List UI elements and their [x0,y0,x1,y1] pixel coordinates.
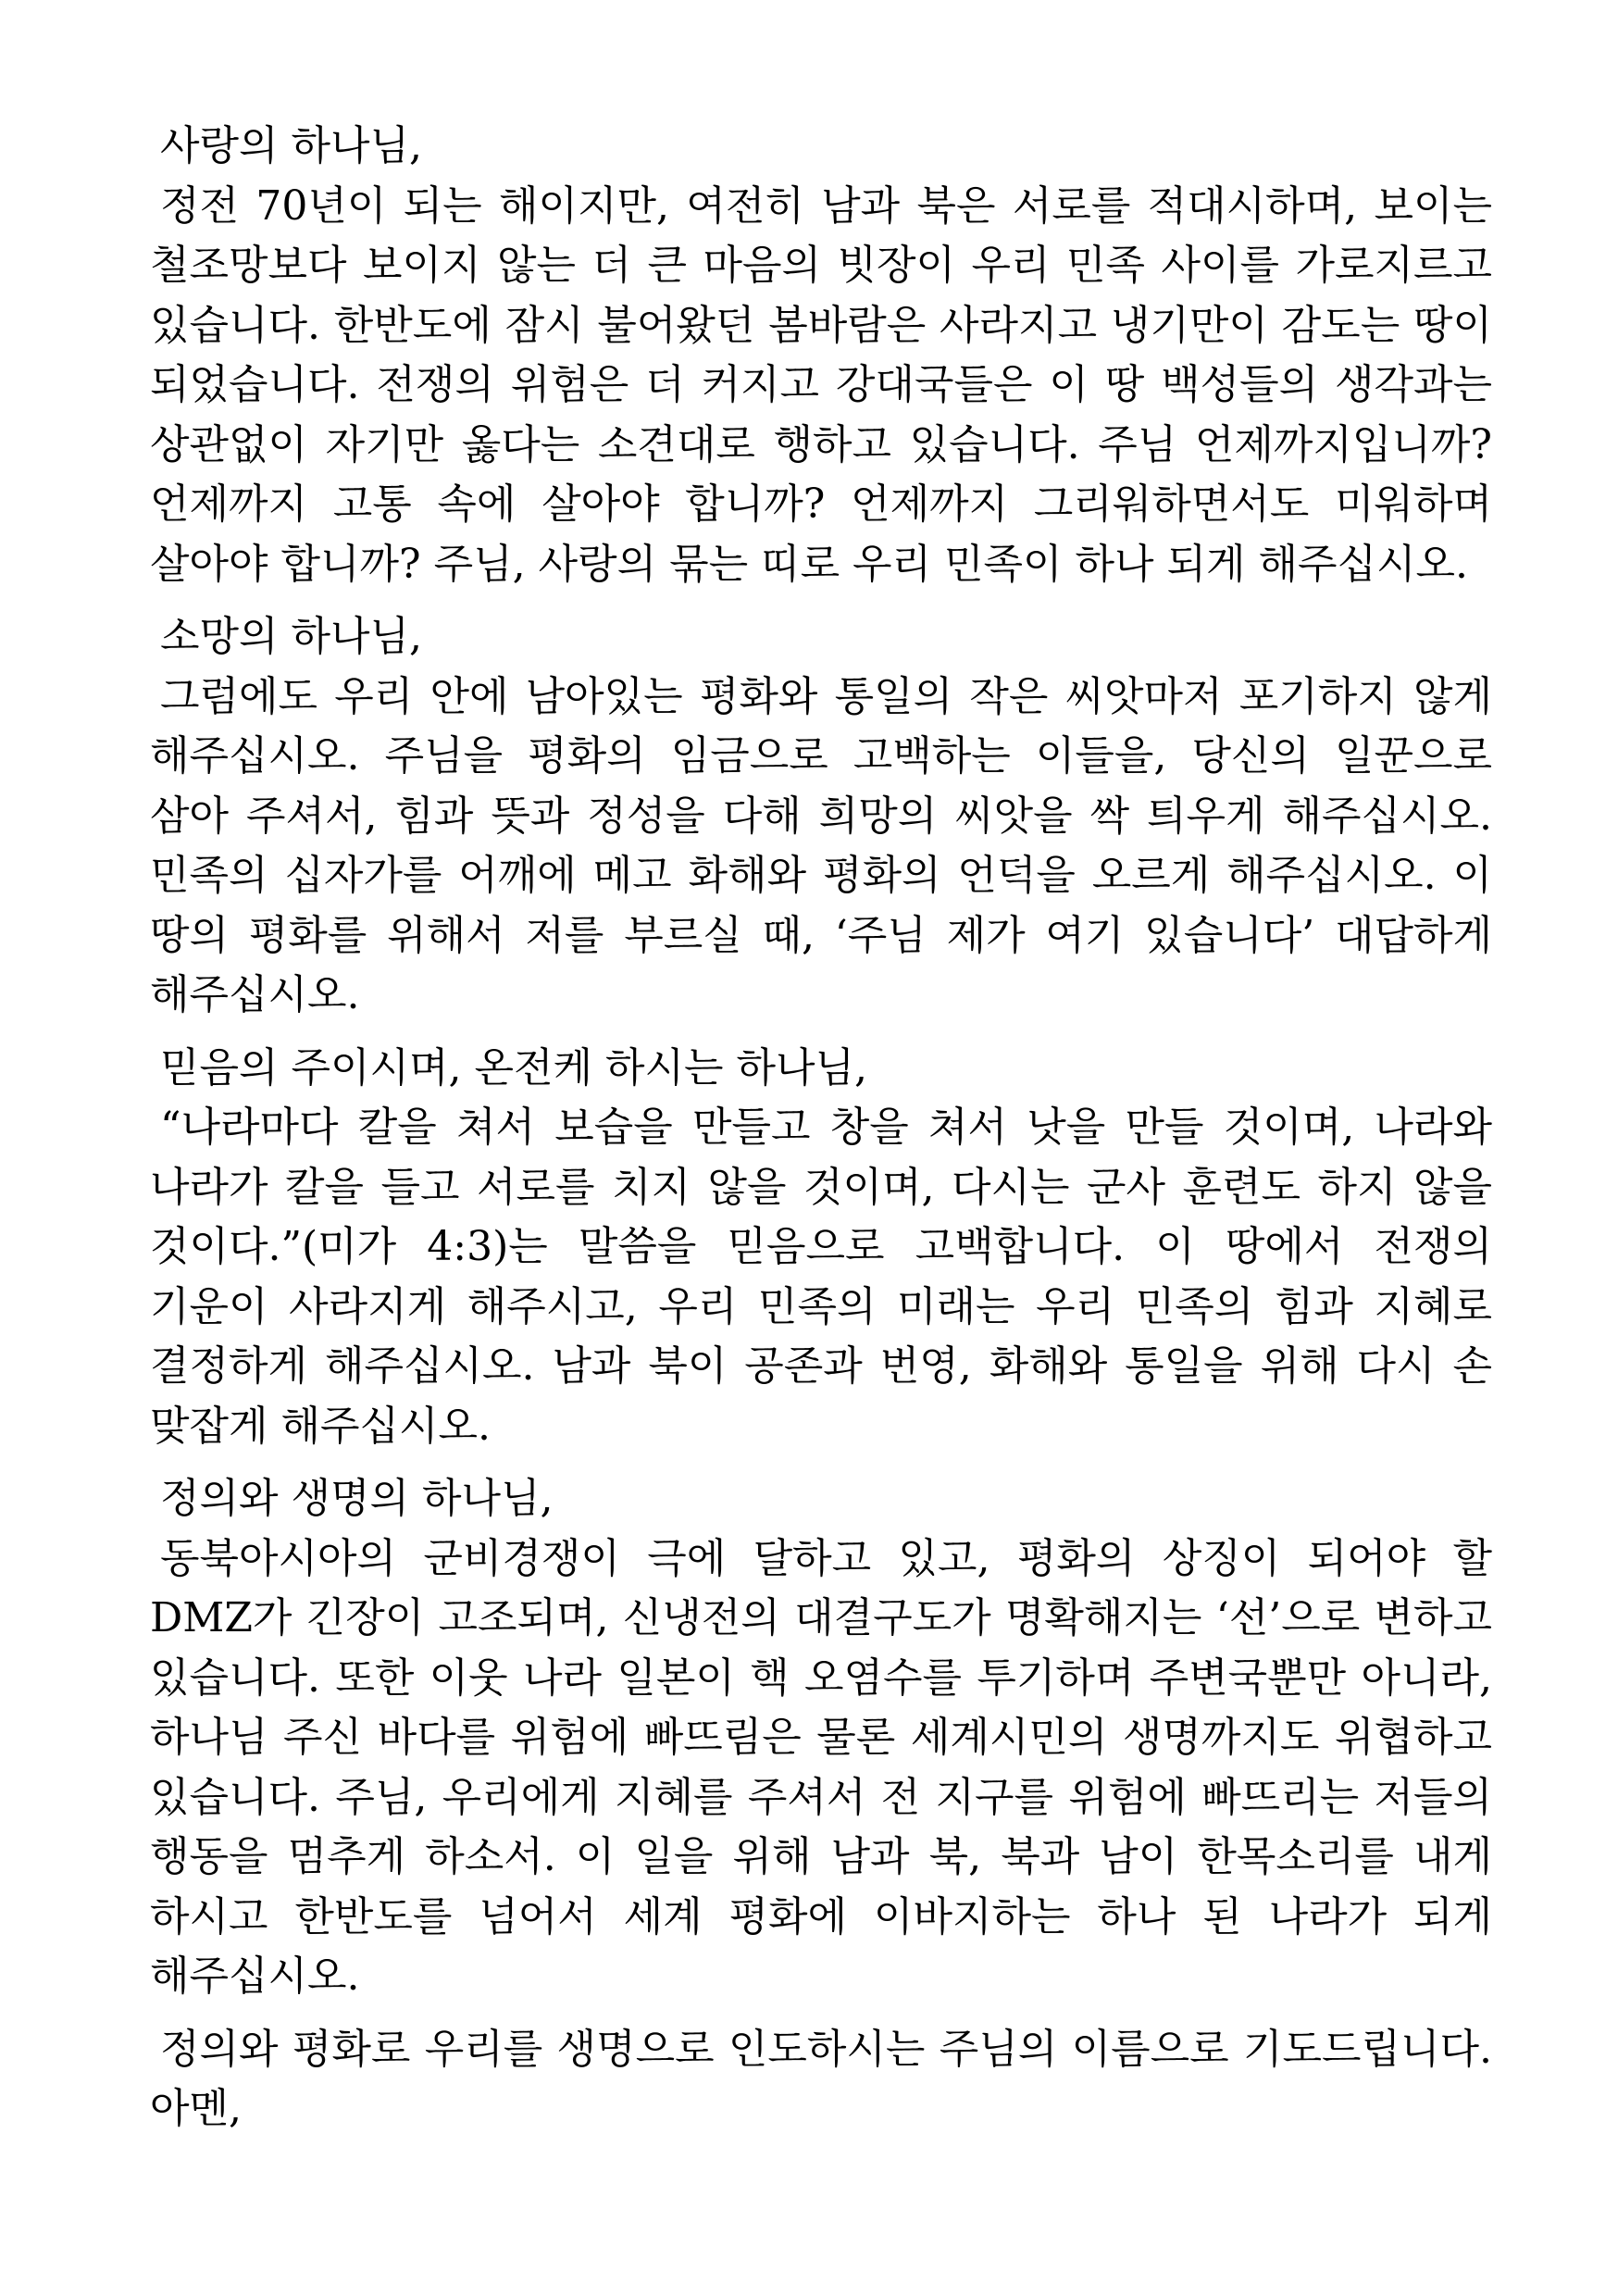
closing-paragraph: 정의와 평화로 우리를 생명으로 인도하시는 주님의 이름으로 기도드립니다. 아멘, [150,2025,1492,2132]
prayer-section-hope [150,607,1492,1026]
section-paragraph: 동북아시아의 군비경쟁이 극에 달하고 있고, 평화의 상징이 되어야 할 DMZ가 긴장이 고조되며, 신냉전의 대결구도가 명확해지는 ‘선’으로 변하고 있습니다. 또한 이웃 나라 일본이 핵 오염수를 투기하며 주변국뿐만 아니라, 하나님 주신 바다를 위험에 빠뜨림은 물론 세계시민의 생명까지도 위협하고 있습니다. 주님, 우리에게 지혜를 주셔서 전 지구를 위험에 빠뜨리는 저들의 행동을 멈추게 하소서. 이 일을 위해 남과 북, 북과 남이 한목소리를 내게 하시고 한반도를 넘어서 세계 평화에 이바지하는 하나 된 나라가 되게 해주십시오. [150,1534,1492,2000]
section-paragraph: “나라마다 칼을 쳐서 보습을 만들고 창을 쳐서 낫을 만들 것이며, 나라와 나라가 칼을 들고 서로를 치지 않을 것이며, 다시는 군사 훈련도 하지 않을 것이다.”(미가 4:3)는 말씀을 믿음으로 고백합니다. 이 땅에서 전쟁의 기운이 사라지게 해주시고, 우리 민족의 미래는 우리 민족의 힘과 지혜로 결정하게 해주십시오. 남과 북이 공존과 번영, 화해와 통일을 위해 다시 손 맞잡게 해주십시오. [150,1104,1493,1450]
section-heading: 정의와 생명의 하나님, [160,1475,554,1522]
prayer-section-love [150,117,1492,594]
prayer-section-justice [150,1469,1492,2007]
prayer-document [150,117,1492,2140]
section-heading: 사랑의 하나님, [160,122,422,169]
section-heading: 믿음의 주이시며, 온전케 하시는 하나님, [160,1043,867,1092]
section-paragraph: 정전 70년이 되는 해이지만, 여전히 남과 북은 서로를 적대시하며, 보이는 철조망보다 보이지 않는 더 큰 마음의 빗장이 우리 민족 사이를 가로지르고 있습니다. 한반도에 잠시 불어왔던 봄바람은 사라지고 냉기만이 감도는 땅이 되었습니다. 전쟁의 위험은 더 커지고 강대국들은 이 땅 백성들의 생각과는 상관없이 자기만 옳다는 소견대로 행하고 있습니다. 주님 언제까지입니까? 언제까지 고통 속에 살아야 합니까? 언제까지 그리워하면서도 미워하며 살아야 합니까? 주님, 사랑의 묶는 띠로 우리 민족이 하나 되게 해주십시오. [150,181,1492,588]
section-heading: 소망의 하나님, [160,613,422,660]
prayer-section-faith [150,1039,1492,1457]
section-paragraph: 그럼에도 우리 안에 남아있는 평화와 통일의 작은 씨앗마저 포기하지 않게 해주십시오. 주님을 평화의 임금으로 고백하는 이들을, 당신의 일꾼으로 삼아 주셔서, 힘과 뜻과 정성을 다해 희망의 씨앗을 싹 틔우게 해주십시오. 민족의 십자가를 어깨에 메고 화해와 평화의 언덕을 오르게 해주십시오. 이 땅의 평화를 위해서 저를 부르실 때, ‘주님 제가 여기 있습니다’ 대답하게 해주십시오. [150,672,1492,1018]
